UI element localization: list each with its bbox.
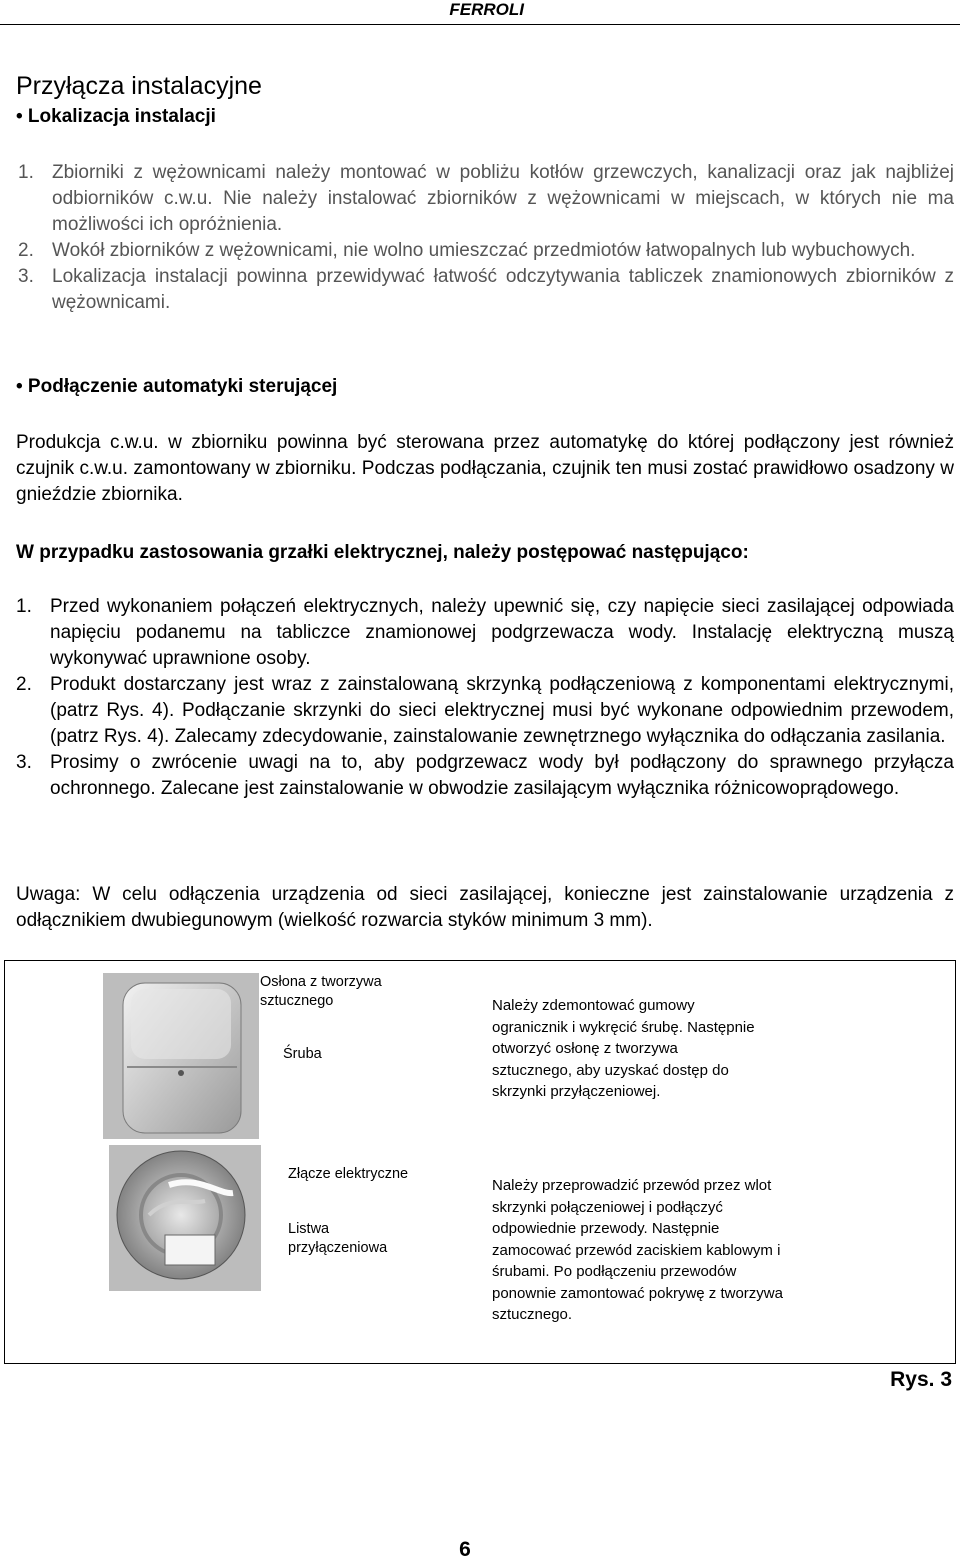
list-item (16, 594, 954, 672)
section-subtitle: • Lokalizacja instalacji (16, 106, 216, 127)
list-item-text: Przed wykonaniem połączeń elektrycznych, należy upewnić się, czy napięcie sieci zasilającej odpowiada napięciu podanemu na tabliczce znamionowej podgrzewacza wody. Instalację elektryczną muszą wykonywać uprawnione osoby. (50, 596, 954, 669)
label-cover: Osłona z tworzywa sztucznego (260, 974, 382, 1009)
label-screw: Śruba (283, 1046, 322, 1062)
terminal-photo (109, 1145, 261, 1291)
list-item-number: 1. (18, 162, 34, 183)
label-connector: Złącze elektryczne (288, 1166, 409, 1182)
list-item-number: 1. (16, 596, 32, 617)
figure-bottom-text: Należy przeprowadzić przewód przez wlot skrzynki połączeniowej i podłączyć odpowiednie przewody. Następnie zamocować przewód zaciskiem kablowym i śrubami. Po podłączeniu przewodów ponownie zamontować pokrywę z tworzywa sztucznego. (492, 1177, 783, 1323)
list-item-number: 2. (16, 674, 32, 695)
list-item-text: Wokół zbiorników z wężownicami, nie wolno umieszczać przedmiotów łatwopalnych lub wybuchowych. (52, 240, 916, 261)
figure-top-text: Należy zdemontować gumowy ogranicznik i wykręcić śrubę. Następnie otworzyć osłonę z tworzywa sztucznego, aby uzyskać dostęp do skrzynki przyłączeniowej. (492, 997, 755, 1100)
list-item (16, 672, 954, 750)
heater-heading: W przypadku zastosowania grzałki elektrycznej, należy postępować następująco: (16, 542, 749, 563)
automation-heading: • Podłączenie automatyki sterującej (16, 376, 338, 397)
list-item (18, 264, 954, 316)
list-item-number: 2. (18, 240, 34, 261)
list-item-text: Produkt dostarczany jest wraz z zainstalowaną skrzynką podłączeniową z komponentami elektrycznymi, (patrz Rys. 4). Podłączanie skrzynki do sieci elektrycznej musi być wykonane odpowiednim przewodem, (patrz Rys. 4). Zalecamy zdecydowanie, zainstalowanie zewnętrznego wyłącznika do odłączania zasilania. (50, 674, 954, 747)
header-rule (0, 24, 960, 25)
brand-header: FERROLI (449, 0, 524, 19)
list-item-number: 3. (16, 752, 32, 773)
figure-box (4, 960, 956, 1364)
disconnect-note: Uwaga: W celu odłączenia urządzenia od sieci zasilającej, konieczne jest zainstalowanie urządzenia z odłącznikiem dwubiegunowym (wielkość rozwarcia styków minimum 3 mm). (16, 884, 954, 931)
heater-list (16, 594, 954, 802)
location-list (18, 160, 954, 316)
list-item-text: Lokalizacja instalacji powinna przewidywać łatwość odczytywania tabliczek znamionowych zbiorników z wężownicami. (52, 266, 954, 313)
label-strip: Listwa przyłączeniowa (288, 1221, 388, 1256)
list-item-text: Zbiorniki z wężownicami należy montować w pobliżu kotłów grzewczych, kanalizacji oraz jak najbliżej odbiorników c.w.u. Nie należy instalować zbiorników z wężownicami w miejscach, w których nie ma możliwości ich opróżnienia. (52, 162, 954, 235)
list-item (16, 750, 954, 802)
list-item (18, 160, 954, 238)
list-item-text: Prosimy o zwrócenie uwagi na to, aby podgrzewacz wody był podłączony do sprawnego przyłącza ochronnego. Zalecane jest zainstalowanie w obwodzie zasilającym wyłącznika różnicowoprądowego. (50, 752, 954, 799)
list-item (18, 238, 954, 264)
figure-caption: Rys. 3 (890, 1368, 952, 1391)
page-number: 6 (459, 1538, 471, 1561)
cover-photo (101, 969, 261, 1141)
page-title: Przyłącza instalacyjne (16, 72, 262, 100)
automation-body: Produkcja c.w.u. w zbiorniku powinna być sterowana przez automatykę do której podłączony jest również czujnik c.w.u. zamontowany w zbiorniku. Podczas podłączania, czujnik ten musi zostać prawidłowo osadzony w gnieździe zbiornika. (16, 432, 954, 505)
list-item-number: 3. (18, 266, 34, 287)
